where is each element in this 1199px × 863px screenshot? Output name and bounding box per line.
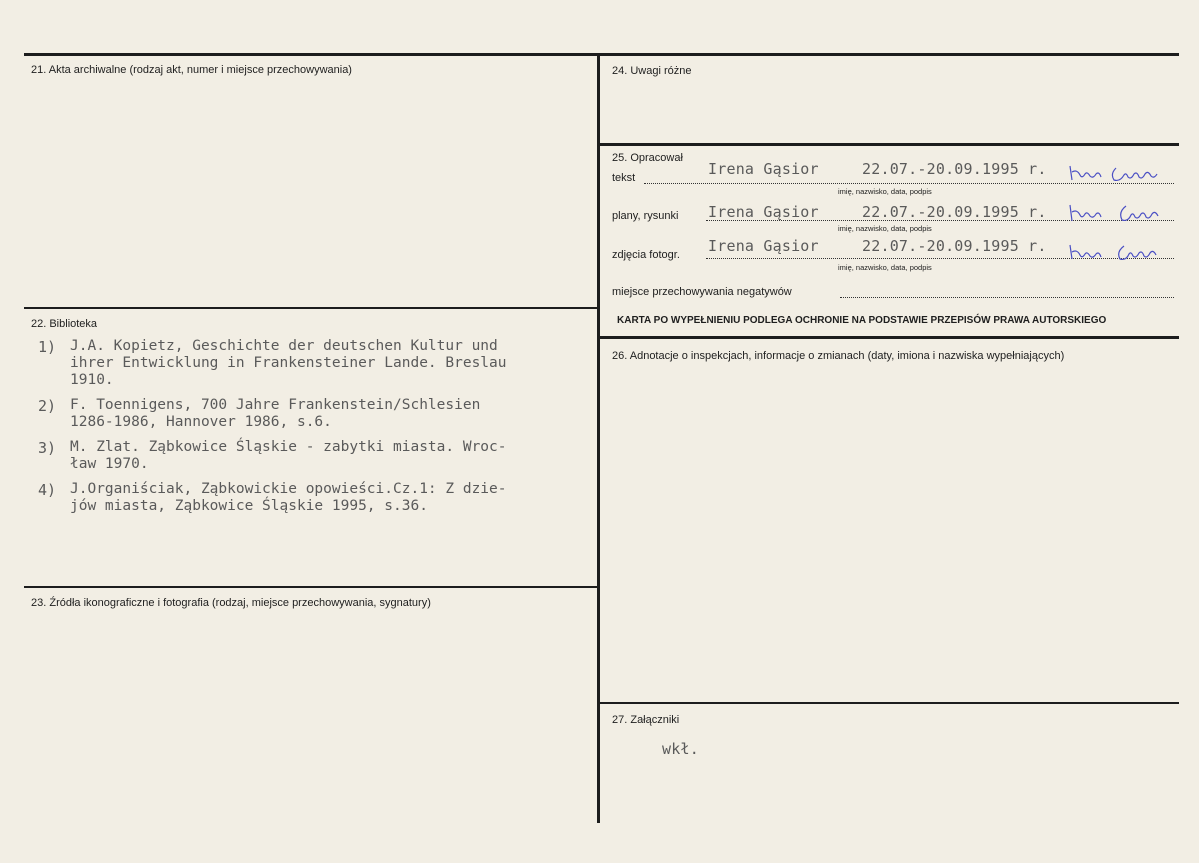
section-27-heading: 27. Załączniki (612, 714, 680, 726)
rule-25-26 (599, 336, 1179, 339)
section-24-heading: 24. Uwagi różne (612, 65, 692, 77)
top-rule (24, 53, 1179, 56)
section-26-heading: 26. Adnotacje o inspekcjach, informacje o zmianach (daty, imiona i nazwiska wypełniających) (612, 350, 1065, 362)
dotted-line (840, 297, 1174, 298)
section-25-heading: 25. Opracował (612, 152, 683, 164)
rule-22-23 (24, 586, 598, 588)
section-23-heading: 23. Źródła ikonograficzne i fotografia (rodzaj, miejsce przechowywania, sygnatury) (31, 597, 431, 609)
row-label-plans: plany, rysunki (612, 210, 679, 222)
entry-text: J.Organiściak, Ząbkowickie opowieści.Cz.1: Z dzie- jów miasta, Ząbkowice Śląskie 1995, s.36. (70, 481, 507, 514)
attachments-value: wkł. (662, 740, 699, 758)
row-label-photos: zdjęcia fotogr. (612, 249, 680, 261)
center-divider (597, 55, 600, 823)
entry-text: J.A. Kopietz, Geschichte der deutschen Kultur und ihrer Entwicklung in Frankensteiner Lande. Breslau 1910. (70, 338, 507, 388)
bibliography-entry (38, 338, 588, 389)
field-hint: imię, nazwisko, data, podpis (838, 263, 932, 272)
rule-21-22 (24, 307, 598, 309)
section-21-heading: 21. Akta archiwalne (rodzaj akt, numer i miejsce przechowywania) (31, 64, 352, 76)
entry-number: 4) (38, 481, 57, 499)
author-date: 22.07.-20.09.1995 r. (862, 237, 1047, 255)
field-hint: imię, nazwisko, data, podpis (838, 187, 932, 196)
author-date: 22.07.-20.09.1995 r. (862, 160, 1047, 178)
entry-number: 1) (38, 338, 57, 356)
signature (1068, 162, 1168, 184)
author-name: Irena Gąsior (708, 237, 819, 255)
entry-text: F. Toennigens, 700 Jahre Frankenstein/Schlesien 1286-1986, Hannover 1986, s.6. (70, 397, 481, 430)
bibliography-list (38, 338, 588, 523)
rule-26-27 (599, 702, 1179, 704)
entry-number: 2) (38, 397, 57, 415)
field-hint: imię, nazwisko, data, podpis (838, 224, 932, 233)
signature (1068, 202, 1168, 224)
author-date: 22.07.-20.09.1995 r. (862, 203, 1047, 221)
row-label-text: tekst (612, 172, 636, 184)
signature (1068, 240, 1168, 262)
author-name: Irena Gąsior (708, 160, 819, 178)
entry-text: M. Zlat. Ząbkowice Śląskie - zabytki miasta. Wroc- ław 1970. (70, 439, 507, 472)
entry-number: 3) (38, 439, 57, 457)
section-22-heading: 22. Biblioteka (31, 318, 98, 330)
rule-24-25 (599, 143, 1179, 146)
negatives-label: miejsce przechowywania negatywów (612, 286, 792, 298)
bibliography-entry (38, 481, 588, 515)
author-name: Irena Gąsior (708, 203, 819, 221)
copyright-notice: KARTA PO WYPEŁNIENIU PODLEGA OCHRONIE NA PODSTAWIE PRZEPISÓW PRAWA AUTORSKIEGO (617, 315, 1107, 326)
bibliography-entry (38, 397, 588, 431)
bibliography-entry (38, 439, 588, 473)
